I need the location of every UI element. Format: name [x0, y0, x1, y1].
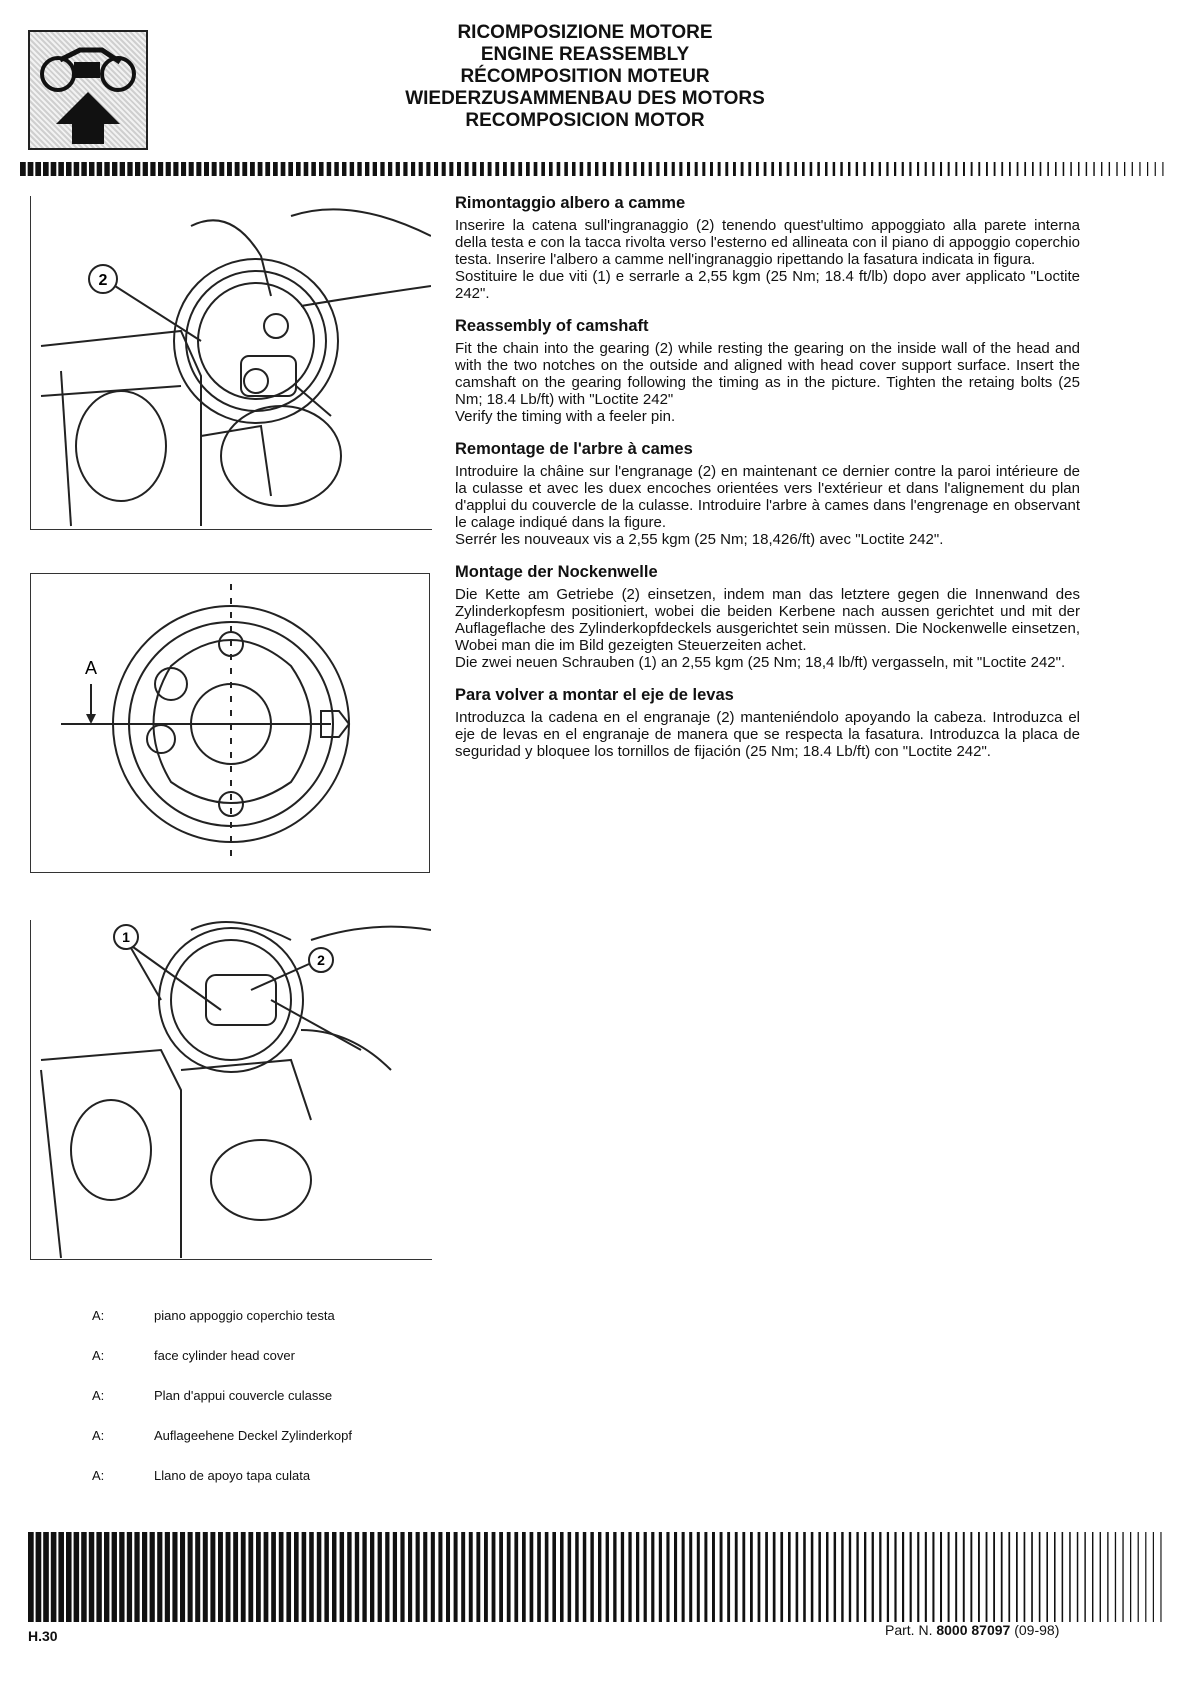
legend-text: face cylinder head cover: [154, 1348, 295, 1363]
legend-key: A:: [92, 1308, 105, 1323]
figure-camshaft-chain: [30, 196, 432, 530]
legend-key: A:: [92, 1428, 105, 1443]
legend-row: [92, 1388, 352, 1428]
section-it: [455, 193, 1080, 302]
legend-row: [92, 1348, 352, 1388]
title-de: WIEDERZUSAMMENBAU DES MOTORS: [405, 88, 765, 109]
section-heading: Rimontaggio albero a camme: [455, 194, 686, 212]
legend-text: Llano de apoyo tapa culata: [154, 1468, 311, 1483]
section-heading: Remontage de l'arbre à cames: [455, 440, 693, 458]
legend: [92, 1308, 352, 1508]
instructions-column: [455, 193, 1080, 774]
title-it: RICOMPOSIZIONE MOTORE: [457, 22, 713, 43]
legend-text: piano appoggio coperchio testa: [154, 1308, 335, 1323]
page-title-block: [330, 22, 840, 132]
title-fr: RÉCOMPOSITION MOTEUR: [460, 66, 710, 87]
figure-timing-diagram: [30, 573, 430, 873]
figure-bolt-tightening: [30, 920, 432, 1260]
top-bar-divider: [20, 162, 1170, 176]
page-number: H.30: [28, 1628, 58, 1644]
legend-key: A:: [92, 1388, 105, 1403]
camshaft-chain-illustration: [31, 196, 431, 528]
section-es: [455, 685, 1080, 760]
section-fr: [455, 439, 1080, 548]
legend-row: [92, 1308, 352, 1348]
section-body: Introduzca la cadena en el engranaje (2) manteniéndolo apoyando la cabeza. Introduzca el eje de levas en el engranaje de manera que se respecta la fasatura. Introduzca la placa de seguridad y bloquee los tornillos de fijación (25 Nm; 18.4 Lb/ft) con "Loctite 242".: [455, 709, 1080, 760]
label-a: A: [84, 658, 98, 678]
section-logo: [28, 30, 148, 150]
timing-gear-diagram: [31, 574, 429, 872]
motorcycle-engine-icon: [30, 32, 146, 148]
bottom-bar-divider: [28, 1532, 1168, 1622]
legend-text: Auflageehene Deckel Zylinderkopf: [154, 1428, 353, 1443]
legend-key: A:: [92, 1348, 105, 1363]
callout-2: 2: [98, 272, 108, 289]
section-body: Inserire la catena sull'ingranaggio (2) tenendo quest'ultimo appoggiato alla parete interna della testa e con la tacca rivolta verso l'esterno ed allineata con il piano di appoggio coperchio testa. Inserire l'albero a camme nell'ingranaggio ripettando la fasatura indicata in figura. Sostituire le due viti (1) e serrarle a 2,55 kgm (25 Nm; 18.4 ft/lb) dopo aver applicato "Loctite 242".: [455, 217, 1080, 302]
part-number: [885, 1622, 1059, 1638]
part-prefix: Part. N.: [885, 1622, 933, 1638]
legend-text: Plan d'appui couvercle culasse: [154, 1388, 333, 1403]
section-heading: Montage der Nockenwelle: [455, 563, 658, 581]
part-date: (09-98): [1014, 1622, 1060, 1638]
legend-row: [92, 1468, 352, 1508]
legend-row: [92, 1428, 352, 1468]
bolt-tightening-illustration: [31, 920, 431, 1258]
section-heading: Para volver a montar el eje de levas: [455, 686, 734, 704]
section-body: Introduire la châine sur l'engranage (2) en maintenant ce dernier contre la paroi intérieure de la culasse et avec les duex encoches orientées vers l'extérieur et dans l'alignement du plan d'applui du couvercle de la culasse. Introduire l'arbre à cames dans l'engrenage en observant le calage indiqué dans la figure. Serrér les nouveaux vis a 2,55 kgm (25 Nm; 18,426/ft) avec "Loctite 242".: [455, 463, 1080, 548]
callout-1: 1: [122, 929, 130, 945]
section-body: Fit the chain into the gearing (2) while resting the gearing on the inside wall of the head and with the two notches on the outside and aligned with head cover support surface. Insert the camshaft on the gearing following the timing as in the picture. Tighten the retaing bolts (25 Nm; 18.4 Lb/ft) with "Loctite 242" Verify the timing with a feeler pin.: [455, 340, 1080, 425]
legend-key: A:: [92, 1468, 105, 1483]
callout-2: 2: [317, 952, 325, 968]
title-es: RECOMPOSICION MOTOR: [465, 110, 705, 131]
part-number-value: 8000 87097: [936, 1622, 1011, 1638]
section-body: Die Kette am Getriebe (2) einsetzen, indem man das letztere gegen die Innenwand des Zylinderkopfesm positioniert, wobei die beiden Kerbene nach aussen gerichtet und mit der Auflageflache des Zylinderkopfdeckels ausgerichtet sein müssen. Die Nockenwelle einsetzen, Wobei man die im Bild gezeigten Steuerzeiten achet. Die zwei neuen Schrauben (1) an 2,55 kgm (25 Nm; 18,4 lb/ft) vergasseln, mit "Loctite 242".: [455, 586, 1080, 671]
section-de: [455, 562, 1080, 671]
title-en: ENGINE REASSEMBLY: [480, 44, 690, 65]
section-en: [455, 316, 1080, 425]
section-heading: Reassembly of camshaft: [455, 317, 649, 335]
